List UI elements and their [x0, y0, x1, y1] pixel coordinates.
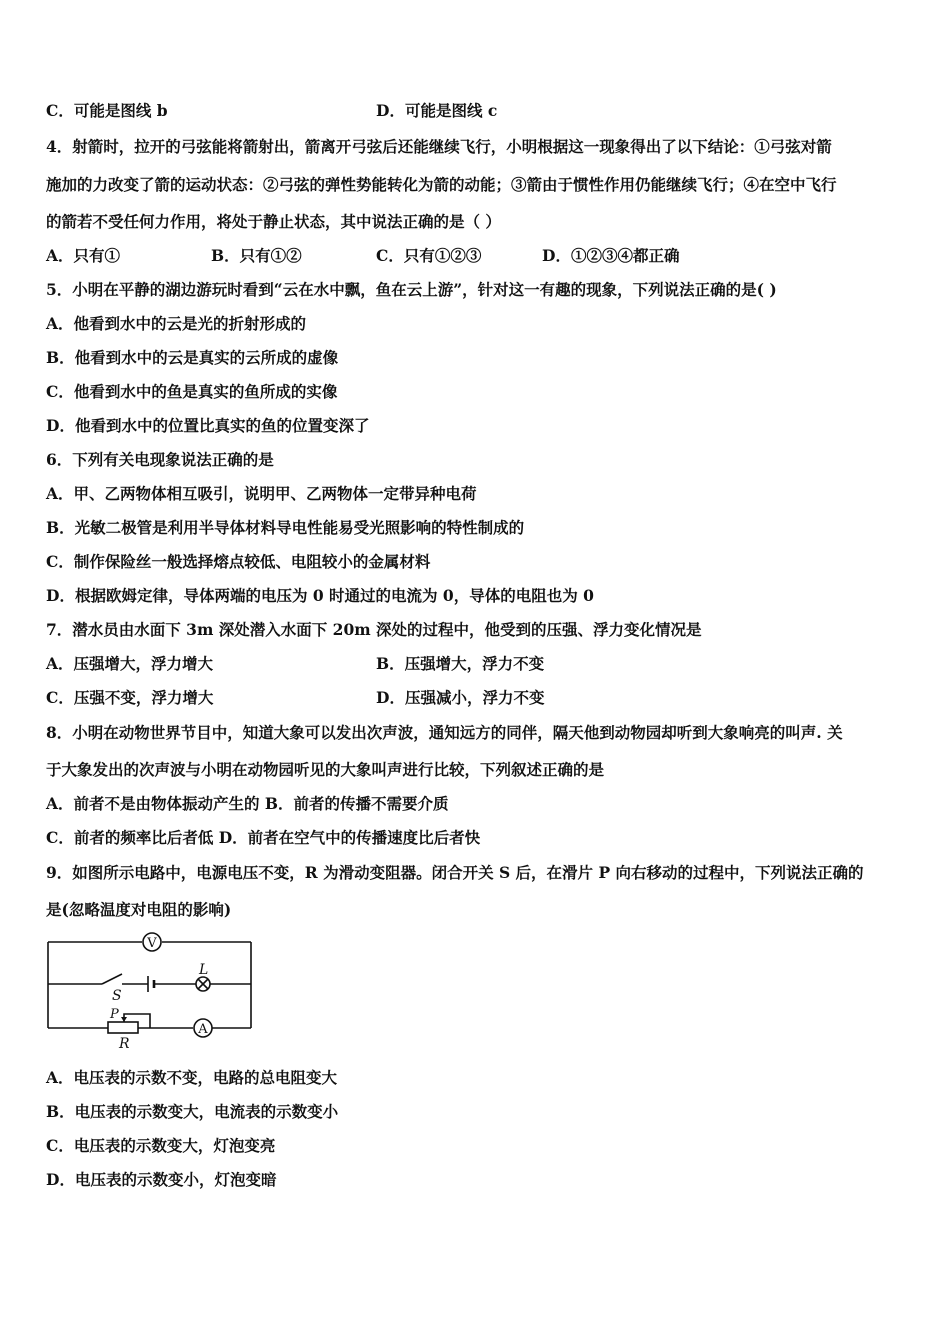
q4-option-c: C．只有①②③ [376, 246, 482, 265]
q7-option-b: B．压强增大，浮力不变 [376, 654, 545, 673]
switch-icon [102, 974, 122, 984]
q4-stem-line-2: 施加的力改变了箭的运动状态：②弓弦的弹性势能转化为箭的动能；③箭由于惯性作用仍能继续飞行；④在空中飞行 [46, 175, 837, 194]
q3-option-c: C．可能是图线 b [46, 101, 168, 120]
voltmeter-label: V [147, 936, 157, 951]
q6-option-c: C．制作保险丝一般选择熔点较低、电阻较小的金属材料 [46, 552, 431, 571]
q4-option-b: B．只有①② [211, 246, 302, 265]
q8-stem-line-2: 于大象发出的次声波与小明在动物园听见的大象叫声进行比较，下列叙述正确的是 [46, 760, 605, 779]
q8-options-ab: A．前者不是由物体振动产生的 B．前者的传播不需要介质 [46, 794, 449, 813]
q3-option-d: D．可能是图线 c [376, 101, 498, 120]
q5-option-c: C．他看到水中的鱼是真实的鱼所成的实像 [46, 382, 338, 401]
q6-option-b: B．光敏二极管是利用半导体材料导电性能易受光照影响的特性制成的 [46, 518, 525, 537]
q5-option-a: A．他看到水中的云是光的折射形成的 [46, 314, 307, 333]
q4-stem-line-3: 的箭若不受任何力作用，将处于静止状态，其中说法正确的是（ ） [46, 212, 501, 231]
lamp-label: L [199, 962, 209, 978]
rheostat-label: R [119, 1036, 130, 1052]
circuit-diagram [42, 928, 262, 1052]
q9-stem-line-1: 9．如图所示电路中，电源电压不变，R 为滑动变阻器。闭合开关 S 后，在滑片 P 向右移动的过程中，下列说法正确的 [46, 863, 864, 882]
q8-options-cd: C．前者的频率比后者低 D．前者在空气中的传播速度比后者快 [46, 828, 481, 847]
q8-stem-line-1: 8．小明在动物世界节目中，知道大象可以发出次声波，通知远方的同伴，隔天他到动物园却听到大象响亮的叫声. 关 [46, 723, 843, 742]
q7-stem: 7．潜水员由水面下 3m 深处潜入水面下 20m 深处的过程中，他受到的压强、浮力变化情况是 [46, 620, 702, 639]
slider-wire [124, 1014, 150, 1028]
q6-stem: 6．下列有关电现象说法正确的是 [46, 450, 274, 469]
q7-option-a: A．压强增大，浮力增大 [46, 654, 214, 673]
q7-option-d: D．压强减小，浮力不变 [376, 688, 545, 707]
q5-stem: 5．小明在平静的湖边游玩时看到“云在水中飘，鱼在云上游”，针对这一有趣的现象，下列说法正确的是( ) [46, 280, 777, 299]
rheostat-icon [108, 1022, 138, 1033]
q5-option-d: D．他看到水中的位置比真实的鱼的位置变深了 [46, 416, 370, 435]
q6-option-a: A．甲、乙两物体相互吸引，说明甲、乙两物体一定带异种电荷 [46, 484, 477, 503]
q5-option-b: B．他看到水中的云是真实的云所成的虚像 [46, 348, 339, 367]
q4-stem-line-1: 4．射箭时，拉开的弓弦能将箭射出，箭离开弓弦后还能继续飞行，小明根据这一现象得出了以下结论：①弓弦对箭 [46, 137, 832, 156]
q9-option-a: A．电压表的示数不变，电路的总电阻变大 [46, 1068, 338, 1087]
slider-label: P [110, 1007, 119, 1022]
q6-option-d: D．根据欧姆定律，导体两端的电压为 0 时通过的电流为 0，导体的电阻也为 0 [46, 586, 594, 605]
q4-option-d: D．①②③④都正确 [542, 246, 680, 265]
switch-label: S [112, 988, 122, 1004]
q9-option-c: C．电压表的示数变大，灯泡变亮 [46, 1136, 276, 1155]
q9-option-d: D．电压表的示数变小，灯泡变暗 [46, 1170, 277, 1189]
q9-option-b: B．电压表的示数变大，电流表的示数变小 [46, 1102, 339, 1121]
q9-stem-line-2: 是(忽略温度对电阻的影响) [46, 900, 232, 919]
ammeter-label: A [198, 1022, 208, 1037]
q4-option-a: A．只有① [46, 246, 121, 265]
q7-option-c: C．压强不变，浮力增大 [46, 688, 214, 707]
